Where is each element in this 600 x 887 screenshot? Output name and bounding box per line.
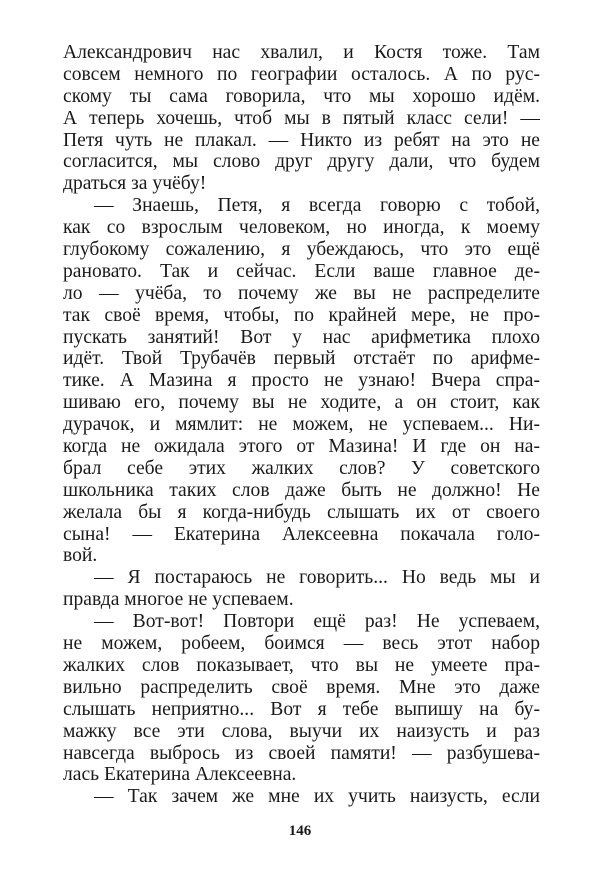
text-line: Александрович нас хвалил, и Костя тоже. Там [63,42,540,63]
text-line: мажку все эти слова, выучи их наизусть и раз [63,720,540,742]
text-line: так своё время, чтобы, по крайней мере, не про- [63,304,540,326]
text-line: пускать занятий! Вот у нас арифметика плохо [63,326,540,348]
text-line: скому ты сама говорила, что мы хорошо идём. [63,85,540,107]
text-line: — Знаешь, Петя, я всегда говорю с тобой, [94,195,540,217]
text-line: драться за учёбу! [63,173,207,195]
text-line: когда не ожидала этого от Мазина! И где он на- [63,436,540,458]
text-line: глубокому сожалению, я убеждаюсь, что это ещё [63,239,540,261]
text-line: рановато. Так и сейчас. Если ваше главное де- [63,260,540,282]
text-line: брал себе этих жалких слов? У советского [63,457,540,479]
text-line: вильно распределить своё время. Мне это даже [63,676,540,698]
text-line: А теперь хочешь, чтоб мы в пятый класс сели! — [63,107,540,129]
paragraph [63,195,540,567]
text-line: совсем немного по географии осталось. А по рус- [63,63,540,85]
text-line: сына! — Екатерина Алексеевна покачала голо- [63,523,540,545]
text-line: слышать неприятно... Вот я тебе выпишу на бу- [63,698,540,720]
paragraph [63,42,540,195]
paragraph [63,567,540,611]
text-line: как со взрослым человеком, но иногда, к моему [63,217,540,239]
text-line: не можем, робеем, боимся — весь этот набор [63,633,540,655]
text-line: дурачок, и мямлит: не можем, не успеваем... Ни- [63,414,540,436]
text-line: согласится, мы слово друг другу дали, что будем [63,151,540,173]
text-line: — Так зачем же мне их учить наизусть, если [94,786,540,808]
text-line: ло — учёба, то почему же вы не распределите [63,282,540,304]
text-line: жалких слов показывает, что вы не умеете пра- [63,654,540,676]
paragraph [63,611,540,786]
text-line: — Вот-вот! Повтори ещё раз! Не успеваем, [94,611,540,633]
text-line: навсегда выбрось из своей памяти! — разбушева- [63,742,540,764]
text-line: лась Екатерина Алексеевна. [63,764,297,786]
text-line: желала бы я когда-нибудь слышать их от своего [63,501,540,523]
text-line: правда многое не успеваем. [63,589,294,611]
page-body-text [63,42,540,808]
text-line: — Я постараюсь не говорить... Но ведь мы и [94,567,540,589]
text-line: идёт. Твой Трубачёв первый отстаёт по арифме- [63,348,540,370]
paragraph [63,786,540,808]
text-line: тике. А Мазина я просто не узнаю! Вчера спра- [63,370,540,392]
text-line: вой. [63,545,98,567]
text-line: шиваю его, почему вы не ходите, а он стоит, как [63,392,540,414]
text-line: школьника таких слов даже быть не должно! Не [63,479,540,501]
page-number: 146 [288,823,312,839]
text-line: Петя чуть не плакал. — Никто из ребят на это не [63,129,540,151]
